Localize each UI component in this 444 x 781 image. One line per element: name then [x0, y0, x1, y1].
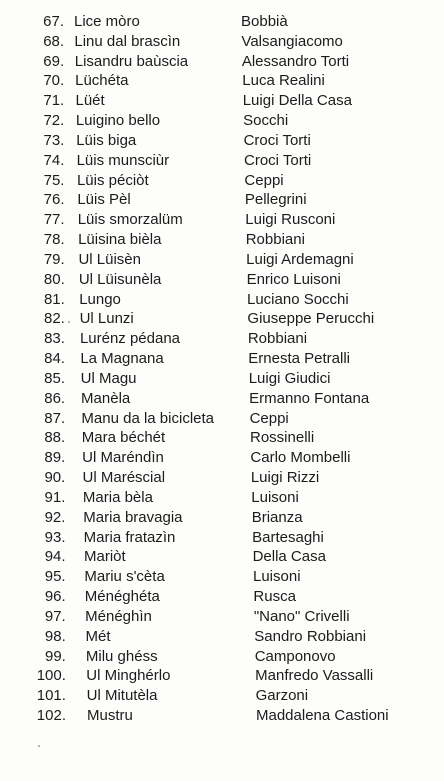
entry-number: 92. — [44, 508, 66, 526]
entry-nickname: Ul Minghérlo — [86, 667, 171, 685]
entry-person: Ernesta Petralli — [248, 350, 350, 368]
entry-person: Luigi Giudici — [248, 369, 331, 387]
list-item — [0, 409, 444, 429]
list-item — [0, 488, 444, 508]
entry-nickname: Ul Maréscial — [82, 469, 166, 487]
entry-nickname: Ul Lüisèn — [78, 250, 141, 268]
entry-number: 79. — [43, 250, 65, 268]
entry-person: Croci Torti — [244, 151, 312, 169]
entry-nickname: Lüis smorzalüm — [77, 211, 183, 229]
entry-person: Pellegrini — [244, 191, 307, 209]
list-item — [0, 349, 444, 369]
entry-number: 76. — [43, 191, 65, 209]
entry-nickname: Luigino bello — [75, 112, 161, 130]
entry-number: 78. — [43, 231, 65, 249]
entry-nickname: Lüisina bièla — [78, 231, 162, 249]
list-item — [0, 369, 444, 389]
entry-number: 74. — [43, 151, 65, 169]
entry-person: Sandro Robbiani — [254, 627, 367, 645]
list-item — [0, 52, 444, 72]
list-item — [0, 468, 444, 488]
list-item — [0, 587, 444, 607]
list-item — [0, 190, 444, 210]
entry-person: Alessandro Torti — [241, 52, 350, 70]
list-item — [0, 111, 444, 131]
entry-number: 70. — [43, 72, 65, 90]
entry-nickname: Lüchéta — [75, 72, 129, 90]
list-item — [0, 309, 444, 329]
entry-person: Maddalena Castioni — [256, 707, 389, 724]
entry-nickname: Manu da la bicicleta — [81, 409, 214, 427]
entry-person: Luisoni — [253, 568, 301, 586]
entry-person: Ceppi — [249, 409, 289, 427]
entry-number: 68. — [43, 32, 65, 50]
list-item — [0, 32, 444, 52]
entry-person: Rusca — [253, 588, 296, 606]
entry-number: 83. — [44, 330, 65, 348]
entry-number: 91. — [44, 488, 66, 506]
entry-person: Robbiani — [245, 231, 305, 249]
entry-person: Enrico Luisoni — [246, 270, 341, 288]
entry-number: 87. — [44, 409, 66, 427]
list-item — [0, 131, 444, 151]
entry-person: Carlo Mombelli — [250, 449, 351, 467]
entry-number: 77. — [43, 211, 65, 229]
entry-number: 71. — [43, 92, 65, 110]
entry-person: Rossinelli — [250, 429, 315, 447]
entry-nickname: Lurénz pédana — [79, 330, 181, 348]
list-item — [0, 71, 444, 91]
entry-number: 88. — [44, 429, 66, 447]
entry-person: Giuseppe Perucchi — [247, 310, 375, 328]
entry-nickname: Mustru — [87, 707, 133, 724]
entry-number: 81. — [43, 290, 65, 308]
paper-speck — [68, 321, 70, 323]
list-item — [0, 151, 444, 171]
entry-person: Luca Realini — [242, 72, 325, 90]
entry-nickname: Ménéghéta — [84, 588, 160, 606]
entry-nickname: Ménéghìn — [85, 607, 152, 625]
entry-nickname: Maria bèla — [82, 488, 153, 506]
entry-number: 101. — [36, 687, 66, 705]
entry-nickname: Lüis biga — [76, 131, 137, 149]
list-item — [0, 12, 444, 32]
entry-person: Luigi Rizzi — [250, 469, 320, 487]
entry-person: Della Casa — [252, 548, 326, 566]
list-item — [0, 528, 444, 548]
entry-nickname: Milu ghéss — [85, 647, 158, 665]
list-item — [0, 686, 444, 706]
entry-nickname: Ul Maréndìn — [82, 449, 164, 467]
entry-nickname: Ul Lüisunèla — [78, 270, 162, 288]
entry-person: Bobbià — [241, 13, 288, 30]
list-item — [0, 567, 444, 587]
list-item — [0, 171, 444, 191]
entry-nickname: Lüis Pèl — [77, 191, 131, 209]
entry-nickname: Lice mòro — [74, 13, 140, 30]
entry-number: 67. — [43, 13, 64, 30]
entry-number: 94. — [44, 548, 66, 566]
paper-speck — [38, 745, 40, 747]
entry-nickname: Maria fratazìn — [83, 528, 176, 546]
entry-person: Ceppi — [244, 171, 284, 189]
list-item — [0, 607, 444, 627]
entry-nickname: Mara béchét — [81, 429, 166, 447]
entry-number: 86. — [44, 389, 66, 407]
list-item — [0, 706, 444, 726]
entry-person: Garzoni — [255, 687, 309, 705]
entry-person: Croci Torti — [243, 131, 311, 149]
entry-number: 73. — [43, 131, 65, 149]
list-item — [0, 627, 444, 647]
entry-number: 97. — [44, 607, 66, 625]
entry-nickname: Ul Mitutèla — [86, 687, 158, 705]
entry-person: Luigi Ardemagni — [246, 250, 354, 268]
entry-nickname: Mét — [85, 627, 111, 645]
list-item — [0, 508, 444, 528]
entry-nickname: Ul Lunzi — [79, 310, 134, 328]
entry-nickname: Lüét — [75, 92, 105, 110]
list-item — [0, 329, 444, 349]
entry-number: 102. — [36, 707, 66, 724]
entry-number: 80. — [43, 270, 65, 288]
entry-number: 75. — [43, 171, 65, 189]
list-item — [0, 389, 444, 409]
entry-nickname: Lungo — [79, 290, 121, 308]
entry-nickname: Maria bravagia — [83, 508, 183, 526]
list-item — [0, 270, 444, 290]
list-item — [0, 428, 444, 448]
entry-number: 99. — [44, 647, 66, 665]
entry-nickname: Lüis péciòt — [76, 171, 149, 189]
entry-person: Camponovo — [254, 647, 336, 665]
entry-person: Bartesaghi — [252, 528, 324, 546]
entry-person: Luisoni — [251, 488, 299, 506]
entry-person: Ermanno Fontana — [249, 389, 370, 407]
entry-number: 85. — [44, 369, 66, 387]
list-item — [0, 250, 444, 270]
entry-number: 82. — [44, 310, 65, 328]
entry-number: 98. — [44, 627, 66, 645]
entry-nickname: Linu dal brascìn — [74, 32, 181, 50]
list-item — [0, 647, 444, 667]
list-item — [0, 666, 444, 686]
entry-number: 100. — [36, 667, 66, 685]
entry-person: Socchi — [243, 112, 289, 130]
entry-number: 95. — [44, 568, 66, 586]
list-item — [0, 290, 444, 310]
entry-person: Luigi Rusconi — [245, 211, 336, 229]
entry-number: 69. — [43, 52, 65, 70]
entry-number: 96. — [44, 588, 66, 606]
entry-person: "Nano" Crivelli — [253, 607, 350, 625]
entry-nickname: Mariòt — [84, 548, 126, 566]
entry-person: Brianza — [251, 508, 303, 526]
entry-nickname: Ul Magu — [80, 369, 137, 387]
list-item — [0, 230, 444, 250]
entry-nickname: Lisandru baùscia — [74, 52, 189, 70]
entry-number: 90. — [44, 469, 66, 487]
entry-person: Luigi Della Casa — [242, 92, 352, 110]
list-item — [0, 547, 444, 567]
entry-nickname: La Magnana — [80, 350, 164, 368]
entry-number: 84. — [44, 350, 65, 368]
entry-person: Valsangiacomo — [241, 32, 343, 50]
entry-nickname: Mariu s'cèta — [84, 568, 165, 586]
entry-number: 93. — [44, 528, 66, 546]
entry-person: Luciano Socchi — [247, 290, 349, 308]
list-item — [0, 91, 444, 111]
entry-number: 89. — [44, 449, 66, 467]
list-item — [0, 448, 444, 468]
entry-person: Manfredo Vassalli — [255, 667, 374, 685]
list-item — [0, 210, 444, 230]
entry-nickname: Lüis munsciùr — [76, 151, 170, 169]
entry-number: 72. — [43, 112, 65, 130]
entry-person: Robbiani — [247, 330, 308, 348]
entry-nickname: Manèla — [81, 389, 131, 407]
